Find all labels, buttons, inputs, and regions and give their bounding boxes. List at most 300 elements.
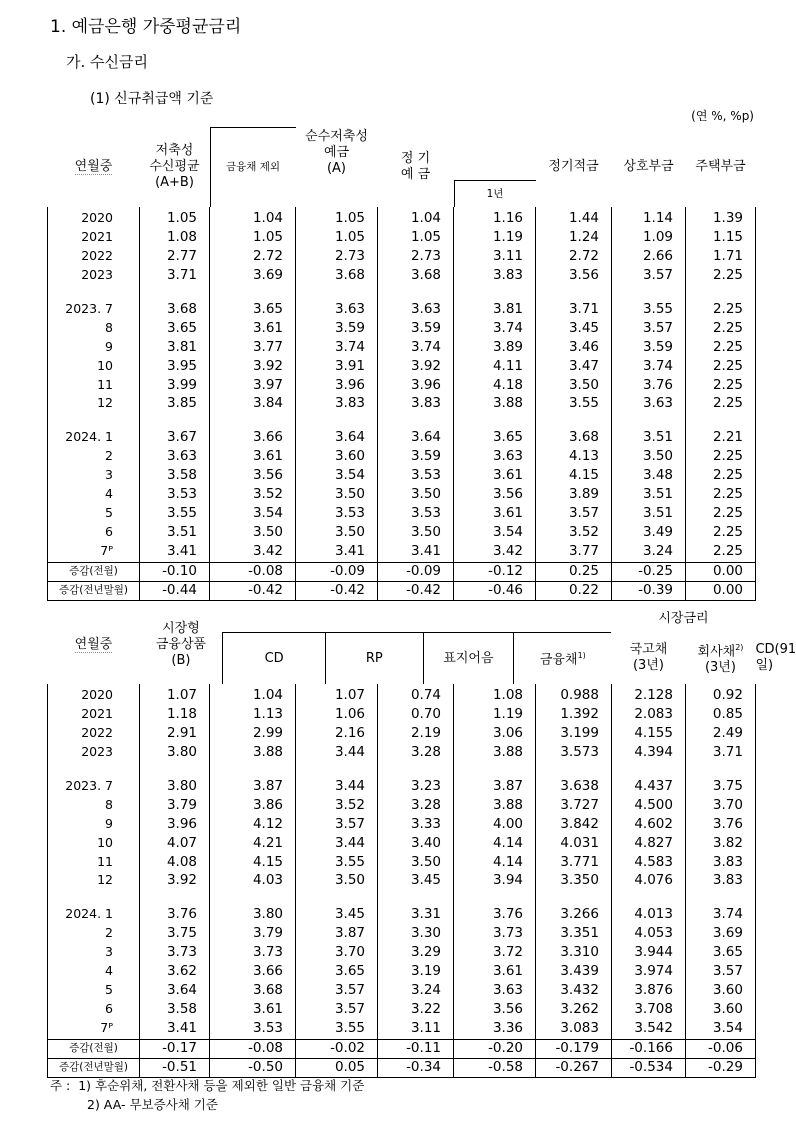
table-cell: 3.40 (378, 833, 454, 852)
table-row (48, 266, 756, 285)
table-cell: 1.09 (612, 228, 686, 247)
table-cell: 3.41 (378, 541, 454, 560)
table-cell: 2.083 (611, 705, 685, 724)
row-label: 7ᴾ (48, 1018, 140, 1037)
change-cell: -0.29 (685, 1058, 755, 1077)
table-cell: 1.05 (296, 228, 378, 247)
table-cell: 3.44 (296, 777, 378, 796)
table-cell: 3.63 (454, 447, 536, 466)
col-header-housing: 주택부금 (695, 158, 746, 174)
table-cell: 3.59 (296, 318, 378, 337)
table-cell: 3.50 (536, 375, 612, 394)
table-cell: 2.72 (536, 247, 612, 266)
table-cell: 3.63 (140, 447, 210, 466)
col-header-ym: 연월중 (74, 158, 113, 174)
table-cell: 1.08 (140, 228, 210, 247)
change-cell: 0.05 (296, 1058, 378, 1077)
col-header-ym: 연월중 (74, 637, 113, 652)
change-cell: -0.08 (210, 1039, 296, 1058)
col-header-pure-savings: 순수저축성 예금 (A) (305, 129, 368, 176)
row-label: 8 (48, 795, 140, 814)
table-cell: 3.55 (536, 394, 612, 413)
table-row (48, 777, 756, 796)
table-cell: 0.988 (536, 684, 612, 705)
table-cell: 3.24 (612, 541, 686, 560)
table-cell: 3.77 (210, 337, 296, 356)
table-cell: 3.50 (296, 522, 378, 541)
col-header-mutual: 상호부금 (623, 158, 674, 174)
table-cell: 2.25 (686, 485, 756, 504)
row-label: 2022 (48, 724, 140, 743)
table-cell: 3.41 (140, 541, 210, 560)
table-cell: 3.53 (210, 1018, 296, 1037)
deposit-rate-table (47, 126, 756, 601)
table-cell: 3.99 (140, 375, 210, 394)
change-cell: -0.09 (378, 562, 454, 581)
row-label: 7ᴾ (48, 541, 140, 560)
table-cell: 3.57 (296, 999, 378, 1018)
table-cell: 3.88 (210, 743, 296, 762)
table-cell: 2.25 (686, 375, 756, 394)
note-1: 1) 후순위채, 전환사채 등을 제외한 일반 금융채 기준 (78, 1078, 365, 1093)
table-cell: 2.128 (611, 684, 685, 705)
table-cell: 3.63 (612, 394, 686, 413)
table-cell: 1.04 (210, 207, 296, 228)
change-cell: -0.25 (612, 562, 686, 581)
change-row (48, 562, 756, 581)
row-label: 5 (48, 980, 140, 999)
table-cell: 4.076 (611, 871, 685, 890)
table-cell: 3.62 (140, 962, 210, 981)
table-cell: 3.75 (140, 924, 210, 943)
change-label: 증감(전년말월) (48, 1058, 140, 1077)
table-cell: 3.56 (210, 466, 296, 485)
table-cell: 3.33 (378, 814, 454, 833)
table-cell: 3.52 (536, 522, 612, 541)
table-cell: 3.63 (378, 300, 454, 319)
table-row (48, 833, 756, 852)
row-label: 2023 (48, 743, 140, 762)
table-cell: 4.15 (536, 466, 612, 485)
table-cell: 3.36 (454, 1018, 536, 1037)
table1-header (48, 126, 756, 207)
notes-label: 주 : (50, 1078, 71, 1093)
group-spacer (48, 285, 756, 300)
table-cell: 3.727 (536, 795, 612, 814)
table-cell: 3.771 (536, 852, 612, 871)
table-row (48, 428, 756, 447)
table-row (48, 300, 756, 319)
change-cell: -0.166 (611, 1039, 685, 1058)
table-cell: 3.71 (140, 266, 210, 285)
table-cell: 4.18 (454, 375, 536, 394)
change-cell: 0.00 (686, 562, 756, 581)
table-cell: 3.59 (612, 337, 686, 356)
table-cell: 3.31 (378, 905, 454, 924)
table-cell: 3.54 (454, 522, 536, 541)
col-header-bill: 표지어음 (423, 633, 514, 685)
table-cell: 0.74 (378, 684, 454, 705)
table-cell: 3.83 (685, 852, 755, 871)
table-cell: 2.25 (686, 266, 756, 285)
table-cell: 3.60 (685, 999, 755, 1018)
table-cell: 3.06 (454, 724, 536, 743)
table-row (48, 943, 756, 962)
table-cell: 3.50 (210, 522, 296, 541)
table-cell: 1.14 (612, 207, 686, 228)
table-cell: 3.46 (536, 337, 612, 356)
change-cell: -0.39 (612, 581, 686, 600)
change-cell: -0.09 (296, 562, 378, 581)
table-cell: 3.89 (536, 485, 612, 504)
table-cell: 3.11 (454, 247, 536, 266)
table-cell: 4.394 (611, 743, 685, 762)
table-cell: 3.56 (454, 999, 536, 1018)
change-cell: -0.12 (454, 562, 536, 581)
table-row (48, 337, 756, 356)
table-cell: 4.013 (611, 905, 685, 924)
table-cell: 3.61 (454, 962, 536, 981)
table-row (48, 814, 756, 833)
table-row (48, 466, 756, 485)
change-label: 증감(전년말월) (48, 581, 140, 600)
table-cell: 3.61 (210, 318, 296, 337)
table-cell: 3.79 (140, 795, 210, 814)
row-label: 3 (48, 466, 140, 485)
table-row (48, 999, 756, 1018)
table-cell: 3.49 (612, 522, 686, 541)
table-cell: 2.25 (686, 337, 756, 356)
row-label: 2 (48, 924, 140, 943)
table-cell: 3.57 (685, 962, 755, 981)
table-cell: 3.71 (536, 300, 612, 319)
row-label: 10 (48, 833, 140, 852)
table-cell: 3.97 (210, 375, 296, 394)
table-cell: 4.583 (611, 852, 685, 871)
table-cell: 3.89 (454, 337, 536, 356)
row-label: 9 (48, 337, 140, 356)
change-cell: 0.22 (536, 581, 612, 600)
table-cell: 3.87 (210, 777, 296, 796)
table-cell: 2.25 (686, 541, 756, 560)
table-cell: 4.00 (454, 814, 536, 833)
table-row (48, 318, 756, 337)
table-cell: 3.50 (296, 485, 378, 504)
table-cell: 2.25 (686, 522, 756, 541)
table-cell: 1.392 (536, 705, 612, 724)
group-spacer (48, 413, 756, 428)
table-cell: 3.94 (454, 871, 536, 890)
table-cell: 1.04 (378, 207, 454, 228)
table-row (48, 356, 756, 375)
change-label: 증감(전월) (48, 562, 140, 581)
table-cell: 3.28 (378, 795, 454, 814)
change-cell: -0.51 (140, 1058, 210, 1077)
change-cell: -0.179 (536, 1039, 612, 1058)
table-cell: 3.56 (536, 266, 612, 285)
change-cell: 0.25 (536, 562, 612, 581)
table-cell: 3.310 (536, 943, 612, 962)
row-label: 12 (48, 394, 140, 413)
table-cell: 3.65 (210, 300, 296, 319)
table-row (48, 541, 756, 560)
table-row (48, 394, 756, 413)
table-cell: 3.57 (612, 318, 686, 337)
table-row (48, 522, 756, 541)
table-cell: 3.80 (140, 743, 210, 762)
row-label: 2023. 7 (48, 300, 140, 319)
table-cell: 3.432 (536, 980, 612, 999)
table-cell: 4.155 (611, 724, 685, 743)
table-cell: 4.21 (210, 833, 296, 852)
table-cell: 3.22 (378, 999, 454, 1018)
table-row (48, 447, 756, 466)
table-cell: 3.638 (536, 777, 612, 796)
change-row (48, 1058, 756, 1077)
table-cell: 1.05 (378, 228, 454, 247)
table-row (48, 247, 756, 266)
table-cell: 3.65 (685, 943, 755, 962)
table-cell: 2.77 (140, 247, 210, 266)
table-cell: 1.05 (140, 207, 210, 228)
table-cell: 2.66 (612, 247, 686, 266)
table-cell: 3.55 (296, 852, 378, 871)
table-cell: 3.82 (685, 833, 755, 852)
table-cell: 3.61 (454, 503, 536, 522)
row-label: 2 (48, 447, 140, 466)
table-cell: 3.24 (378, 980, 454, 999)
row-label: 12 (48, 871, 140, 890)
table-cell: 3.81 (454, 300, 536, 319)
table-row (48, 795, 756, 814)
table-cell: 3.88 (454, 394, 536, 413)
table-cell: 3.74 (296, 337, 378, 356)
change-cell: -0.42 (210, 581, 296, 600)
table-cell: 3.74 (454, 318, 536, 337)
table-cell: 3.52 (210, 485, 296, 504)
table-cell: 2.21 (686, 428, 756, 447)
table-cell: 3.45 (378, 871, 454, 890)
table-cell: 3.83 (296, 394, 378, 413)
table-cell: 3.79 (210, 924, 296, 943)
table-cell: 3.83 (378, 394, 454, 413)
table-cell: 3.41 (140, 1018, 210, 1037)
col-header-time-deposit: 정 기 예 금 1년 (378, 126, 536, 207)
table-cell: 3.50 (296, 871, 378, 890)
change-cell: -0.50 (210, 1058, 296, 1077)
change-cell: -0.02 (296, 1039, 378, 1058)
table-cell: 3.70 (685, 795, 755, 814)
table-cell: 3.83 (685, 871, 755, 890)
table-cell: 4.03 (210, 871, 296, 890)
change-cell: -0.08 (210, 562, 296, 581)
table-cell: 3.66 (210, 962, 296, 981)
row-label: 5 (48, 503, 140, 522)
table-cell: 3.944 (611, 943, 685, 962)
table-cell: 3.76 (140, 905, 210, 924)
table-cell: 3.64 (140, 980, 210, 999)
table-cell: 4.053 (611, 924, 685, 943)
table-cell: 1.24 (536, 228, 612, 247)
table-cell: 3.64 (296, 428, 378, 447)
table-cell: 3.92 (210, 356, 296, 375)
row-label: 2020 (48, 684, 140, 705)
table-cell: 3.53 (378, 466, 454, 485)
table-cell: 4.12 (210, 814, 296, 833)
table-cell: 3.73 (210, 943, 296, 962)
market-rate-table (47, 606, 796, 1078)
change-row (48, 1039, 756, 1058)
table-cell: 3.199 (536, 724, 612, 743)
table-row (48, 962, 756, 981)
table-cell: 0.85 (685, 705, 755, 724)
row-label: 3 (48, 943, 140, 962)
table-cell: 2.25 (686, 503, 756, 522)
table-cell: 3.44 (296, 833, 378, 852)
table-cell: 3.66 (210, 428, 296, 447)
table-cell: 0.70 (378, 705, 454, 724)
table-cell: 3.81 (140, 337, 210, 356)
table-cell: 3.76 (685, 814, 755, 833)
group-spacer (48, 762, 756, 777)
table-cell: 2.25 (686, 318, 756, 337)
table-cell: 3.41 (296, 541, 378, 560)
table2-header: 연월중 시장형 금융상품 (B) CD RP 표지어음 금융채$^{1)}$ 시장금리 국고채 (3년) 회사채$^{2)}$ (3년) CD(91일) (48, 606, 756, 684)
table-cell: 4.14 (454, 852, 536, 871)
table-cell: 3.63 (296, 300, 378, 319)
table-cell: 4.11 (454, 356, 536, 375)
table-cell: 3.64 (378, 428, 454, 447)
table-cell: 1.15 (686, 228, 756, 247)
change-cell: 0.00 (686, 581, 756, 600)
table-cell: 3.55 (140, 503, 210, 522)
table-cell: 3.54 (685, 1018, 755, 1037)
table-cell: 3.61 (210, 447, 296, 466)
row-label: 2021 (48, 705, 140, 724)
table-cell: 3.74 (685, 905, 755, 924)
table-cell: 3.52 (296, 795, 378, 814)
table-row (48, 724, 756, 743)
table-cell: 3.351 (536, 924, 612, 943)
table-cell: 3.54 (296, 466, 378, 485)
table-cell: 4.602 (611, 814, 685, 833)
row-label: 6 (48, 999, 140, 1018)
table-cell: 3.53 (378, 503, 454, 522)
table-cell: 3.11 (378, 1018, 454, 1037)
table-cell: 1.05 (210, 228, 296, 247)
row-label: 2024. 1 (48, 905, 140, 924)
table-row (48, 375, 756, 394)
table-group-heading: (1) 신규취급액 기준 (90, 91, 214, 107)
table-cell: 3.83 (454, 266, 536, 285)
table-cell: 3.59 (378, 447, 454, 466)
change-cell: -0.58 (454, 1058, 536, 1077)
table-cell: 3.28 (378, 743, 454, 762)
table-cell: 3.88 (454, 743, 536, 762)
table-cell: 3.60 (296, 447, 378, 466)
table-cell: 3.72 (454, 943, 536, 962)
table-cell: 3.51 (612, 503, 686, 522)
table-cell: 3.95 (140, 356, 210, 375)
table-cell: 4.14 (454, 833, 536, 852)
table-cell: 3.69 (685, 924, 755, 943)
table-cell: 1.19 (454, 228, 536, 247)
col-header-market-products: 시장형 금융상품 (B) (155, 621, 207, 668)
table-cell: 3.73 (454, 924, 536, 943)
table-cell: 4.031 (536, 833, 612, 852)
table-cell: 4.437 (611, 777, 685, 796)
table-cell: 3.76 (454, 905, 536, 924)
table-cell: 3.47 (536, 356, 612, 375)
table-row (48, 228, 756, 247)
table-row (48, 924, 756, 943)
row-label: 2024. 1 (48, 428, 140, 447)
change-cell: -0.534 (611, 1058, 685, 1077)
table-row (48, 207, 756, 228)
change-cell: -0.44 (140, 581, 210, 600)
table-cell: 2.73 (296, 247, 378, 266)
change-cell: -0.42 (378, 581, 454, 600)
table-cell: 3.57 (536, 503, 612, 522)
table-cell: 2.73 (378, 247, 454, 266)
table-cell: 3.75 (685, 777, 755, 796)
table-cell: 3.61 (454, 466, 536, 485)
row-label: 4 (48, 485, 140, 504)
table-cell: 3.67 (140, 428, 210, 447)
table-cell: 2.19 (378, 724, 454, 743)
table-cell: 3.92 (140, 871, 210, 890)
table-cell: 3.96 (378, 375, 454, 394)
table-cell: 3.439 (536, 962, 612, 981)
table-cell: 3.45 (296, 905, 378, 924)
section-heading: 1. 예금은행 가중평균금리 (50, 17, 242, 37)
table-cell: 1.19 (454, 705, 536, 724)
table-row (48, 743, 756, 762)
table-cell: 4.827 (611, 833, 685, 852)
row-label: 11 (48, 852, 140, 871)
table-cell: 3.30 (378, 924, 454, 943)
table-row (48, 1018, 756, 1037)
table-row (48, 485, 756, 504)
table-cell: 3.262 (536, 999, 612, 1018)
table-cell: 3.55 (612, 300, 686, 319)
table-cell: 3.57 (296, 980, 378, 999)
table-cell: 1.05 (296, 207, 378, 228)
table-cell: 3.42 (454, 541, 536, 560)
table-cell: 1.16 (454, 207, 536, 228)
table-cell: 1.44 (536, 207, 612, 228)
table-cell: 3.266 (536, 905, 612, 924)
table-cell: 3.51 (140, 522, 210, 541)
col-header-corp-bond: 회사채$^{2)}$ (3년) (697, 642, 744, 676)
table-cell: 3.92 (378, 356, 454, 375)
table-row (48, 980, 756, 999)
table-cell: 3.842 (536, 814, 612, 833)
table-cell: 1.04 (210, 684, 296, 705)
table-cell: 3.350 (536, 871, 612, 890)
table-cell: 3.73 (140, 943, 210, 962)
table-cell: 1.18 (140, 705, 210, 724)
row-label: 11 (48, 375, 140, 394)
table-cell: 3.60 (685, 980, 755, 999)
table-cell: 3.63 (454, 980, 536, 999)
table-cell: 3.76 (612, 375, 686, 394)
col-header-savings: 저축성 수신평균 (A+B) 금융채 제외 (140, 126, 296, 207)
table-row (48, 684, 756, 705)
table-row (48, 705, 756, 724)
row-label: 2022 (48, 247, 140, 266)
table-cell: 3.23 (378, 777, 454, 796)
